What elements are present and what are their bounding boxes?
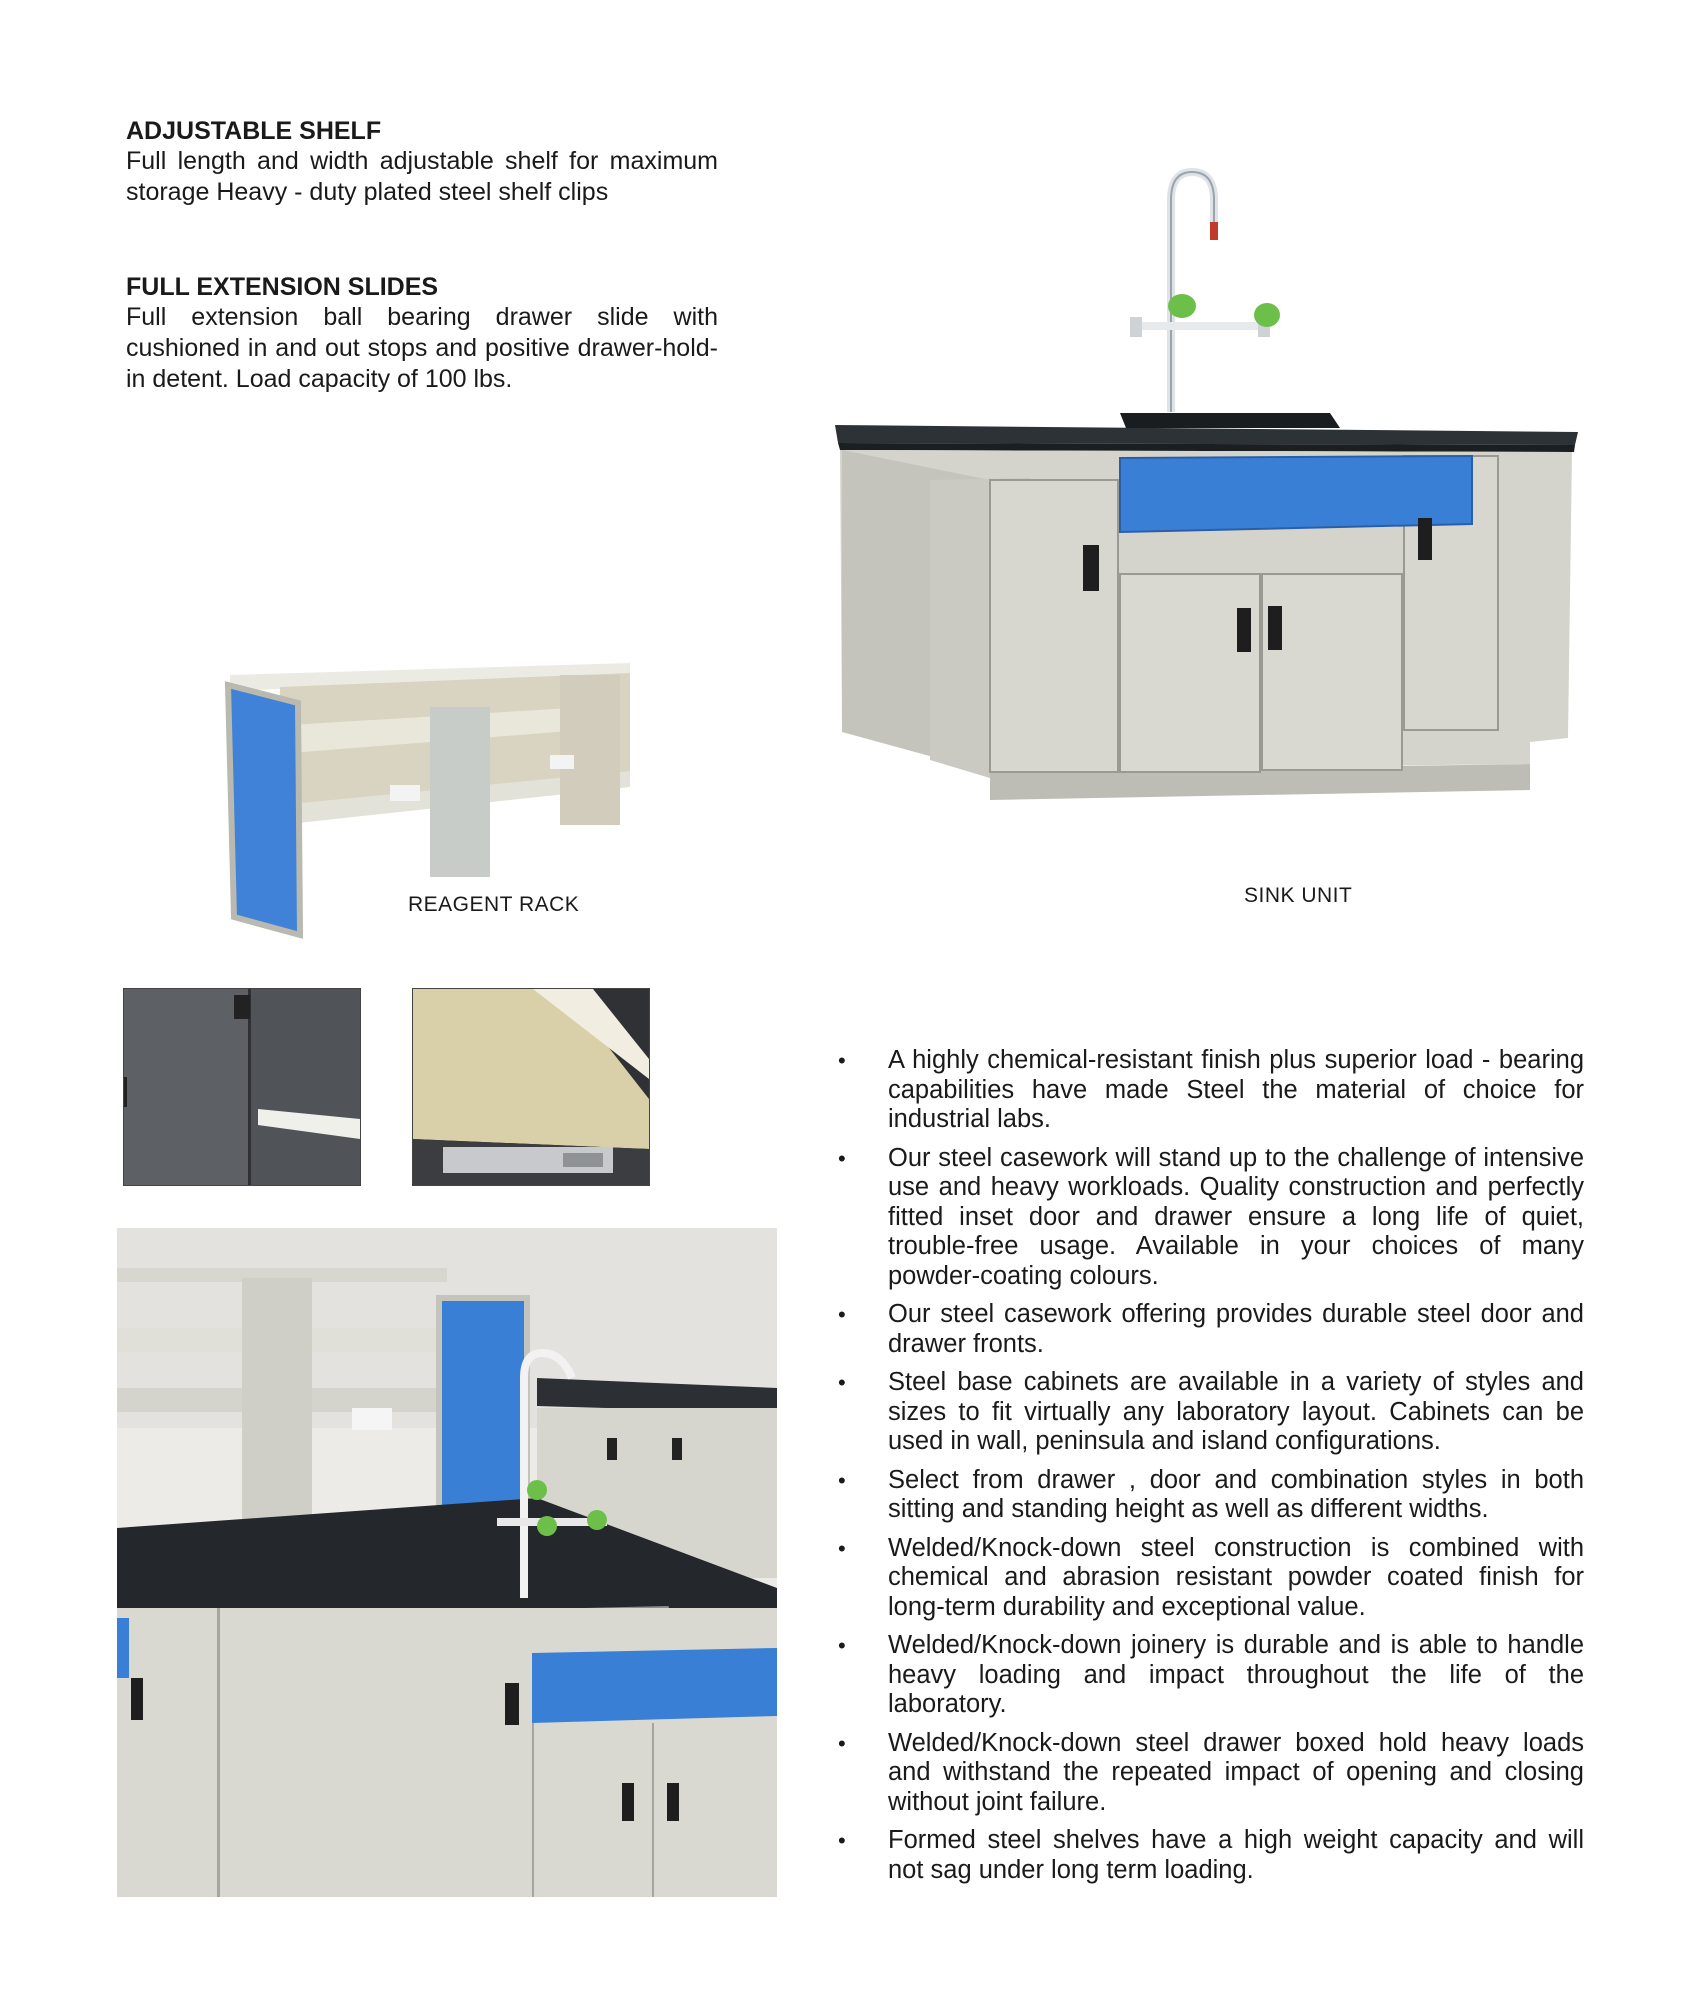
- feature-text: Steel base cabinets are available in a variety of styles and sizes to fit virtually any laboratory layout. Cabinets can be used in wall, peninsula and island configurations.: [888, 1368, 1584, 1455]
- drawer-slide-detail-image: [412, 988, 650, 1186]
- section-body: Full length and width adjustable shelf for maximum storage Heavy - duty plated steel shelf clips: [126, 147, 718, 206]
- feature-item: [838, 1729, 1584, 1818]
- bullet-icon: •: [838, 1535, 846, 1561]
- bullet-icon: •: [838, 1370, 846, 1395]
- feature-item: [838, 1631, 1584, 1720]
- bullet-icon: •: [838, 1633, 846, 1658]
- feature-text: Welded/Knock-down joinery is durable and is able to handle heavy loading and impact throughout the life of the laboratory.: [888, 1631, 1584, 1718]
- cabinet-shelf-detail-image: [123, 988, 361, 1186]
- bullet-icon: •: [838, 1145, 846, 1171]
- feature-item: [838, 1466, 1584, 1525]
- bullet-icon: •: [838, 1048, 846, 1073]
- feature-text: Formed steel shelves have a high weight capacity and will not sag under long term loading.: [888, 1826, 1584, 1884]
- feature-text: Our steel casework will stand up to the challenge of intensive use and heavy workloads. Quality construction and perfectly fitted inset door and drawer ensure a long life of quiet, trouble-free usage. Available in your choices of many powder-coating colours.: [888, 1143, 1584, 1290]
- section-body: Full extension ball bearing drawer slide with cushioned in and out stops and positive drawer-hold-in detent. Load capacity of 100 lbs.: [126, 303, 718, 393]
- adjustable-shelf-section: [126, 117, 718, 208]
- reagent-rack-caption: REAGENT RACK: [408, 893, 580, 916]
- sink-unit-caption: SINK UNIT: [1244, 884, 1353, 907]
- feature-list: [838, 1046, 1584, 1894]
- lab-installation-image: [117, 1228, 777, 1897]
- bullet-icon: •: [838, 1467, 846, 1493]
- bullet-icon: •: [838, 1828, 846, 1853]
- bullet-icon: •: [838, 1302, 846, 1327]
- feature-text: Our steel casework offering provides durable steel door and drawer fronts.: [888, 1300, 1584, 1358]
- bullet-icon: •: [838, 1730, 846, 1756]
- feature-item: [838, 1826, 1584, 1885]
- feature-text: Welded/Knock-down steel drawer boxed hold heavy loads and withstand the repeated impact of opening and closing without joint failure.: [888, 1728, 1584, 1816]
- feature-text: A highly chemical-resistant finish plus superior load - bearing capabilities have made Steel the material of choice for industrial labs.: [888, 1046, 1584, 1133]
- feature-item: [838, 1144, 1584, 1292]
- feature-item: [838, 1046, 1584, 1135]
- feature-text: Welded/Knock-down steel construction is combined with chemical and abrasion resistant powder coated finish for long-term durability and exceptional value.: [888, 1533, 1584, 1621]
- section-heading: ADJUSTABLE SHELF: [126, 117, 382, 145]
- feature-item: [838, 1534, 1584, 1623]
- feature-text: Select from drawer , door and combination styles in both sitting and standing height as well as different widths.: [888, 1465, 1584, 1523]
- feature-item: [838, 1368, 1584, 1457]
- sink-unit-image: [830, 160, 1590, 900]
- full-extension-slides-section: [126, 273, 718, 395]
- feature-item: [838, 1300, 1584, 1359]
- section-heading: FULL EXTENSION SLIDES: [126, 273, 439, 301]
